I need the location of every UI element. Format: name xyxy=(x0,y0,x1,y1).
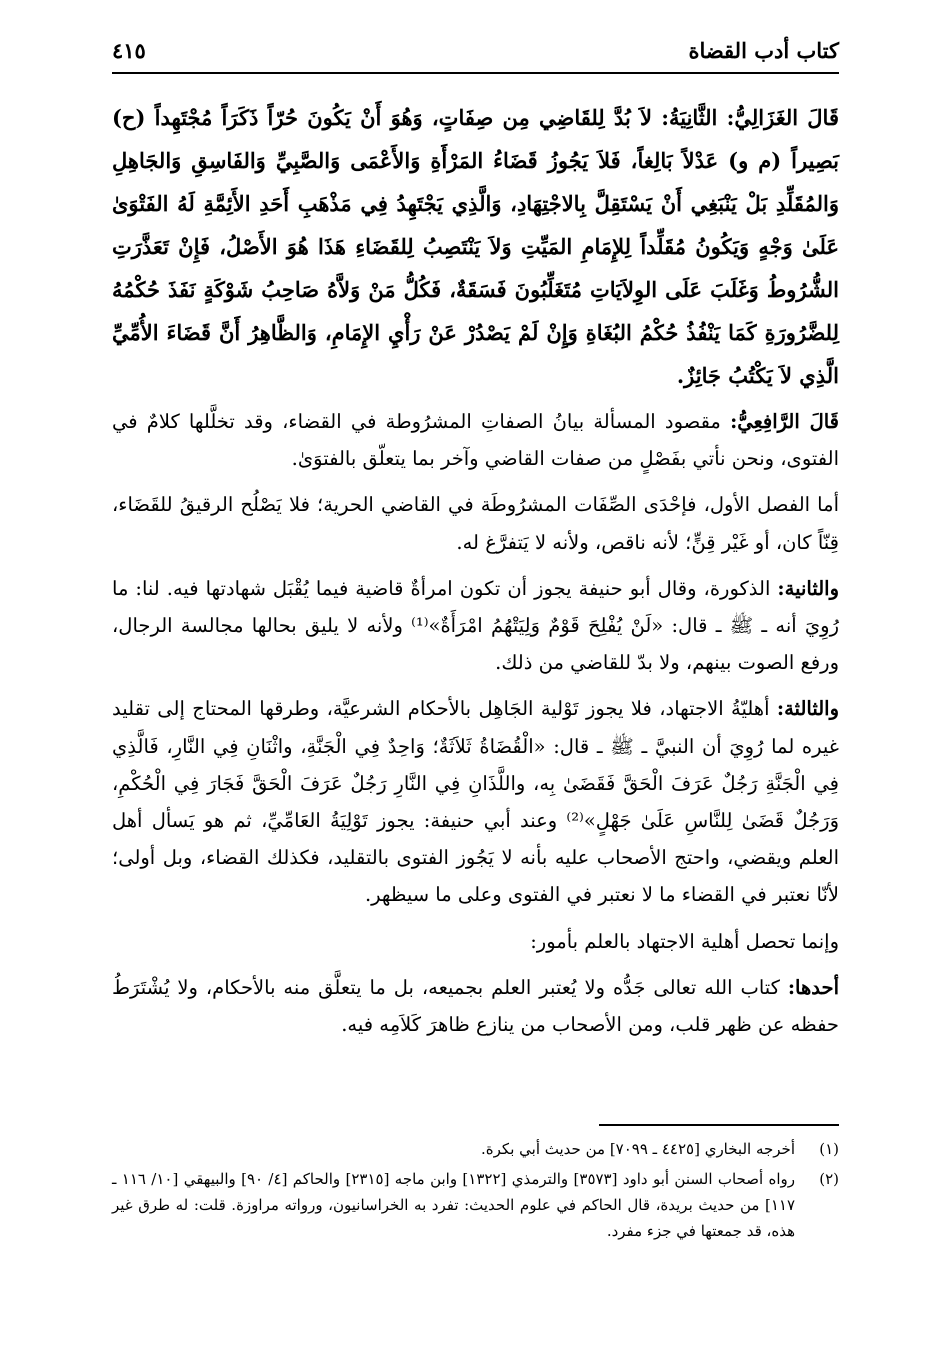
paragraph-text: مقصود المسألة بيانُ الصفاتِ المشرُوطة في القضاء، وقد تخلَّلها كلامٌ في الفتوى، ونحن نأتي بفَصْلٍ من صفات القاضي وآخر بما يتعلّق بالفتوَىٰ. xyxy=(112,410,839,471)
footnote-divider xyxy=(599,1124,839,1126)
footnotes xyxy=(112,1124,839,1248)
rafii-paragraph xyxy=(112,403,839,477)
first-matter-paragraph xyxy=(112,969,839,1043)
footnote-text: أخرجه البخاري [٤٤٢٥ ـ ٧٠٩٩] من حديث أبي بكرة. xyxy=(481,1140,795,1158)
paragraph-text: وإنما تحصل أهلية الاجتهاد بالعلم بأمور: xyxy=(530,929,839,953)
footnote-text: رواه أصحاب السنن أبو داود [٣٥٧٣] والترمذي [١٣٢٢] وابن ماجه [٢٣١٥] والحاكم [٤/ ٩٠] والبيهقي [١٠/ ١١٦ ـ ١١٧] من حديث بريدة، قال الحاكم في علوم الحديث: تفرد به الخراسانيون، ورواته مراوزة. قلت: له طرق غير هذه، قد جمعتها في جزء مفرد. xyxy=(112,1170,795,1240)
footnote-2 xyxy=(112,1166,839,1244)
paragraph-text: الذكورة، وقال أبو حنيفة يجوز أن تكون امرأةٌ قاضية فيما يُقْبَل شهادتها فيه. لنا: ما رُوِيَ أنه ـ ﷺ ـ قال: «لَنْ يُفْلِحَ قَوْمٌ وَلِيَتْهُمُ امْرَأَةٌ»⁽¹⁾ ولأنه لا يليق بحالها مجالسة الرجال، ورفع الصوت بينهم، ولا بدّ للقاضي من ذلك. xyxy=(112,576,839,675)
footnote-number: (٢) xyxy=(819,1170,839,1188)
paragraph-lead: أحدها: xyxy=(787,975,839,999)
first-chapter-paragraph xyxy=(112,486,839,560)
footnote-number: (١) xyxy=(819,1140,839,1158)
third-condition-paragraph xyxy=(112,690,839,913)
paragraph-text: أهليّةُ الاجتهاد، فلا يجوز تَوْلية الجَاهِل بالأحكام الشرعيَّة، وطرقها المحتاج إلى تقليد غيره لما رُوِيَ أن النبيَّ ـ ﷺ ـ قال: «الْقُضَاةُ ثَلاَثَةٌ؛ وَاحِدٌ فِي الْجَنَّةِ، واثْنَانِ فِي النَّارِ، فَالَّذِي فِي الْجَنَّةِ رَجُلٌ عَرَفَ الْحَقَّ فَقَضَىٰ بِه، واللَّذَانِ فِي النَّارِ رَجُلٌ عَرَفَ الْحَقَّ فَجَارَ فِي الْحُكْمِ، وَرَجُلٌ قَضَىٰ لِلنَّاسِ عَلَىٰ جَهْلٍ»⁽²⁾ وعند أبي حنيفة: يجوز تَوْلِيَةُ العَامِّيِّ، ثم هو يَسأل أهل العلم ويقضي، واحتج الأصحاب عليه بأنه لا يَجُوز الفتوى بالتقليد، فكذلك القضاء، وبل أولى؛ لأنّا نعتبر في القضاء ما لا نعتبر في الفتوى وعلى ما سيظهر. xyxy=(112,697,840,907)
page-header xyxy=(112,28,839,74)
paragraph-lead: والثانية: xyxy=(777,576,839,600)
paragraph-lead: قَالَ الغَزَالِيُّ: xyxy=(726,105,839,130)
paragraph-lead: قَالَ الرَّافِعِيُّ: xyxy=(730,410,839,433)
paragraph-lead: والثالثة: xyxy=(776,697,839,721)
page-number: ٤١٥ xyxy=(112,37,146,63)
paragraph-text: أما الفصل الأول، فإحْدَى الصِّفَات المشرُوطَة في القاضي الحرية؛ فلا يَصْلُح الرقيقُ للقَضَاء، قِنّاً كان، أو غَيْر قِنٍّ؛ لأنه ناقص، ولأنه لا يَتفرَّغ له. xyxy=(112,493,839,554)
ghazali-paragraph xyxy=(112,96,839,397)
paragraph-text: الثَّانِيَةُ: لاَ بُدَّ لِلقَاضِي مِن صِفَاتٍ، وَهُوَ أَنْ يَكُونَ حُرّاً ذَكَرَاً مُجْتَهِداً (ح) بَصِيراً (م و) عَدْلاً بَالِغاً، فَلاَ يَجُوزُ قَضَاءُ المَرْأَةِ وَالأَعْمَى وَالصَّبِيِّ وَالفَاسِقِ وَالجَاهِلِ وَالمُقَلِّدِ بَلْ يَنْبَغِي أَنْ يَسْتَقِلَّ بِالاجْتِهَادِ، وَالَّذِي يَجْتَهِدُ فِي مَذْهَبِ أَحَدِ الأَئِمَّةِ لَهُ الفَتْوَىٰ عَلَىٰ وَجْهٍ وَيَكُونُ مُقَلِّداً لِلإِمَامِ المَيِّتِ وَلاَ يَنْتَصِبُ لِلقَضَاءِ هَذَا هُوَ الأَصْلُ، فَإِنْ تَعَذَّرَتِ الشُّرُوطُ وَغَلَبَ عَلَى الوِلاَيَاتِ مُتَغَلِّبُونَ فَسَقَةٌ، فَكُلُّ مَنْ وَلاَّهُ صَاحِبُ شَوْكَةٍ نَفَذَ حُكْمُهُ لِلضَّرُورَةِ كَمَا يَنْفُذُ حُكْمُ البُغَاةِ وَإِنْ لَمْ يَصْدُرْ عَنْ رَأْيِ الإِمَامِ، وَالظَّاهِرُ أَنَّ قَضَاءَ الأُمِّيِّ الَّذِي لاَ يَكْتُبُ جَائِزٌ. xyxy=(112,105,839,388)
paragraph-text: كتاب الله تعالى جَدُّه ولا يُعتبر العلم بجميعه، بل ما يتعلَّق منه بالأحكام، ولا يُشْتَرَطُ حفظه عن ظهر قلب، ومن الأصحاب من ينازع ظاهرَ كَلاَمِه فيه. xyxy=(112,975,839,1037)
main-text xyxy=(112,96,839,1052)
book-title: كتاب أدب القضاة xyxy=(688,37,839,63)
conditions-intro-paragraph xyxy=(112,923,839,960)
footnote-1 xyxy=(112,1136,839,1162)
second-condition-paragraph xyxy=(112,570,839,682)
